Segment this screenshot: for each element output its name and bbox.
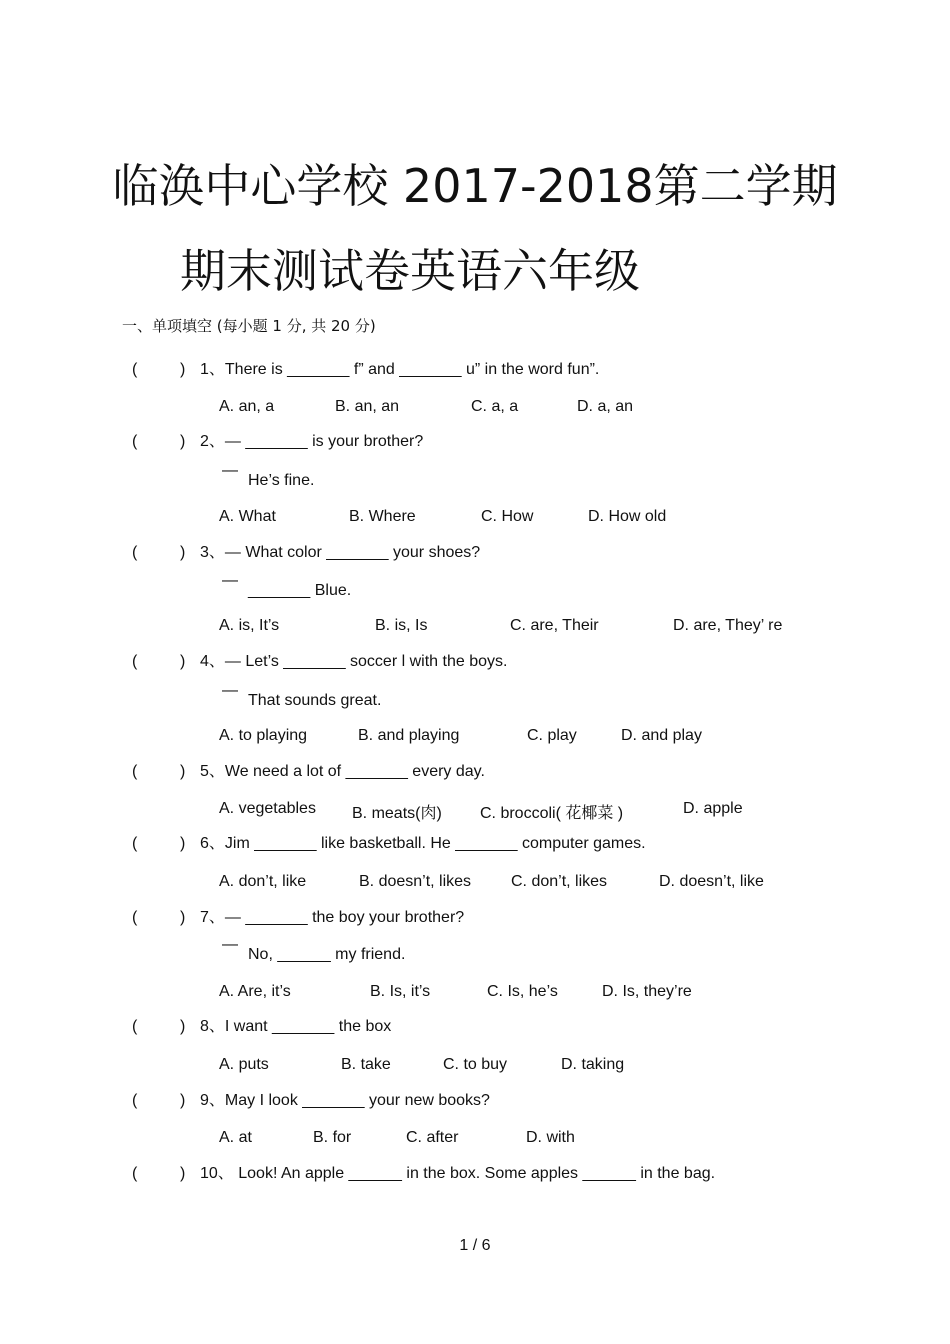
answer-paren-close: ): [180, 1165, 186, 1182]
option-a: A. What: [219, 508, 276, 525]
question-text: 6、Jim _______ like basketball. He _______ computer games.: [200, 835, 646, 852]
question-text: 3、— What color _______ your shoes?: [200, 544, 481, 561]
option-b: B. for: [313, 1129, 352, 1146]
option-d: D. with: [526, 1129, 575, 1146]
option-a: A. an, a: [219, 398, 275, 415]
option-b: B. and playing: [358, 727, 460, 744]
question-text: 8、I want _______ the box: [200, 1018, 392, 1035]
option-b: B. take: [341, 1056, 391, 1073]
reply-dash: —: [222, 462, 238, 479]
option-c: C. a, a: [471, 398, 519, 415]
page-number: 1 / 6: [459, 1237, 491, 1254]
question-text: 4、— Let’s _______ soccer l with the boys.: [200, 653, 508, 670]
answer-paren-open: (: [132, 909, 138, 926]
answer-paren-close: ): [180, 653, 186, 670]
option-b: B. Is, it’s: [370, 983, 431, 1000]
question-reply: No, ______ my friend.: [248, 946, 406, 963]
option-d: D. are, They’ re: [673, 617, 783, 634]
answer-paren-close: ): [180, 763, 186, 780]
option-c: C. don’t, likes: [511, 873, 608, 890]
answer-paren-open: (: [132, 1165, 138, 1182]
question-reply: He’s fine.: [248, 472, 315, 489]
question-text: 5、We need a lot of _______ every day.: [200, 763, 485, 780]
question-reply: That sounds great.: [248, 692, 382, 709]
question-text: 1、There is _______ f” and _______ u” in the word fun”.: [200, 361, 600, 378]
option-a: A. at: [219, 1129, 252, 1146]
document-title-line-2: 期末测试卷英语六年级: [180, 244, 640, 298]
answer-paren-open: (: [132, 1092, 138, 1109]
option-a: A. don’t, like: [219, 873, 307, 890]
answer-paren-close: ): [180, 433, 186, 450]
option-d: D. doesn’t, like: [659, 873, 764, 890]
option-d: D. How old: [588, 508, 667, 525]
option-c: C. How: [481, 508, 534, 525]
option-c: C. broccoli( 花椰菜 ): [480, 805, 624, 822]
answer-paren-open: (: [132, 433, 138, 450]
answer-paren-open: (: [132, 544, 138, 561]
option-c: C. play: [527, 727, 577, 744]
option-c: C. after: [406, 1129, 459, 1146]
option-b: B. an, an: [335, 398, 400, 415]
option-c: C. to buy: [443, 1056, 508, 1073]
document-title-line-1: 临涣中心学校 2017-2018第二学期: [112, 159, 838, 213]
answer-paren-open: (: [132, 1018, 138, 1035]
option-a: A. vegetables: [219, 800, 316, 817]
answer-paren-close: ): [180, 1018, 186, 1035]
option-b: B. meats(肉): [352, 805, 442, 822]
question-text: 9、May I look _______ your new books?: [200, 1092, 490, 1109]
question-text: 10、 Look! An apple ______ in the box. Some apples ______ in the bag.: [200, 1165, 716, 1182]
section-heading: 一、单项填空 (每小题 1 分, 共 20 分): [122, 317, 376, 335]
answer-paren-close: ): [180, 909, 186, 926]
option-a: A. is, It’s: [219, 617, 280, 634]
question-text: 2、— _______ is your brother?: [200, 433, 424, 450]
answer-paren-open: (: [132, 653, 138, 670]
option-c: C. Is, he’s: [487, 983, 558, 1000]
answer-paren-close: ): [180, 835, 186, 852]
option-d: D. and play: [621, 727, 702, 744]
option-a: A. puts: [219, 1056, 269, 1073]
option-b: B. is, Is: [375, 617, 428, 634]
answer-paren-close: ): [180, 361, 186, 378]
answer-paren-close: ): [180, 1092, 186, 1109]
option-d: D. taking: [561, 1056, 625, 1073]
answer-paren-open: (: [132, 361, 138, 378]
reply-dash: —: [222, 682, 238, 699]
answer-paren-open: (: [132, 835, 138, 852]
reply-dash: —: [222, 936, 238, 953]
answer-paren-close: ): [180, 544, 186, 561]
option-d: D. Is, they’re: [602, 983, 692, 1000]
option-c: C. are, Their: [510, 617, 599, 634]
answer-paren-open: (: [132, 763, 138, 780]
question-reply: _______ Blue.: [248, 582, 352, 599]
question-text: 7、— _______ the boy your brother?: [200, 909, 465, 926]
reply-dash: —: [222, 572, 238, 589]
option-a: A. to playing: [219, 727, 308, 744]
option-b: B. doesn’t, likes: [359, 873, 472, 890]
option-d: D. a, an: [577, 398, 634, 415]
option-b: B. Where: [349, 508, 416, 525]
option-a: A. Are, it’s: [219, 983, 291, 1000]
option-d: D. apple: [683, 800, 743, 817]
